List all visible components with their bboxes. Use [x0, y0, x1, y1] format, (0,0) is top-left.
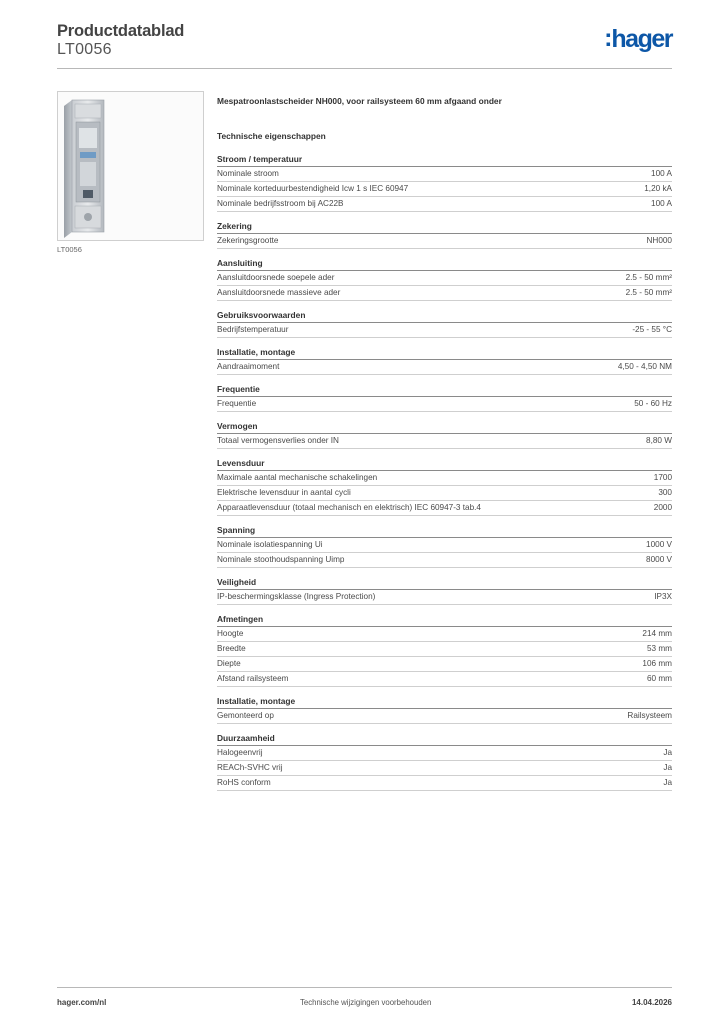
fuse-switch-disconnector-illustration	[58, 92, 203, 240]
spec-label: RoHS conform	[217, 778, 271, 787]
spec-row	[217, 167, 672, 182]
spec-section	[217, 347, 672, 375]
spec-value: 50 - 60 Hz	[634, 399, 672, 408]
spec-label: Aansluitdoorsnede soepele ader	[217, 273, 335, 282]
spec-row	[217, 642, 672, 657]
spec-row	[217, 627, 672, 642]
spec-row	[217, 501, 672, 516]
spec-label: Frequentie	[217, 399, 257, 408]
spec-row	[217, 538, 672, 553]
footer-notice: Technische wijzigingen voorbehouden	[300, 998, 432, 1007]
spec-value: 1700	[653, 473, 672, 482]
section-title: Aansluiting	[217, 258, 672, 271]
section-title: Zekering	[217, 221, 672, 234]
spec-section	[217, 258, 672, 301]
spec-row	[217, 360, 672, 375]
spec-row	[217, 776, 672, 791]
spec-value: 2.5 - 50 mm²	[625, 273, 672, 282]
spec-value: 106 mm	[642, 659, 672, 668]
spec-value: NH000	[646, 236, 672, 245]
footer-divider	[57, 987, 672, 988]
spec-label: Aandraaimoment	[217, 362, 280, 371]
header-divider	[57, 68, 672, 69]
spec-row	[217, 672, 672, 687]
product-description: Mespatroonlastscheider NH000, voor railsysteem 60 mm afgaand onder	[217, 96, 502, 106]
spec-label: Maximale aantal mechanische schakelingen	[217, 473, 378, 482]
spec-label: Gemonteerd op	[217, 711, 274, 720]
spec-value: 2.5 - 50 mm²	[625, 288, 672, 297]
spec-label: IP-beschermingsklasse (Ingress Protection)	[217, 592, 376, 601]
section-title: Gebruiksvoorwaarden	[217, 310, 672, 323]
spec-section	[217, 310, 672, 338]
spec-row	[217, 553, 672, 568]
image-caption: LT0056	[57, 245, 82, 254]
hager-logo-text: hager	[611, 25, 672, 53]
specification-content	[217, 96, 672, 800]
spec-row	[217, 434, 672, 449]
spec-row	[217, 471, 672, 486]
spec-label: Nominale stoothoudspanning Uimp	[217, 555, 345, 564]
footer-date: 14.04.2026	[631, 998, 672, 1007]
spec-value: 8,80 W	[646, 436, 672, 445]
spec-row	[217, 397, 672, 412]
spec-section	[217, 614, 672, 687]
section-title: Installatie, montage	[217, 347, 672, 360]
spec-value: 100 A	[651, 169, 672, 178]
spec-row	[217, 271, 672, 286]
spec-value: 1,20 kA	[644, 184, 672, 193]
spec-label: Apparaatlevensduur (totaal mechanisch en elektrisch) IEC 60947-3 tab.4	[217, 503, 481, 512]
spec-label: Elektrische levensduur in aantal cycli	[217, 488, 351, 497]
section-title: Levensduur	[217, 458, 672, 471]
spec-value: 2000	[653, 503, 672, 512]
spec-label: Afstand railsysteem	[217, 674, 289, 683]
spec-row	[217, 486, 672, 501]
spec-row	[217, 746, 672, 761]
spec-section	[217, 421, 672, 449]
spec-value: 1000 V	[646, 540, 672, 549]
spec-section	[217, 384, 672, 412]
footer-website: hager.com/nl	[57, 998, 107, 1007]
spec-value: Ja	[663, 763, 672, 772]
specification-sections	[217, 154, 672, 791]
spec-section	[217, 525, 672, 568]
hager-logo: :hager	[604, 24, 672, 53]
spec-row	[217, 323, 672, 338]
spec-row	[217, 761, 672, 776]
section-title: Duurzaamheid	[217, 733, 672, 746]
spec-label: Nominale bedrijfsstroom bij AC22B	[217, 199, 344, 208]
spec-label: Nominale korteduurbestendigheid Icw 1 s IEC 60947	[217, 184, 409, 193]
spec-value: 60 mm	[646, 674, 672, 683]
spec-label: Diepte	[217, 659, 241, 668]
spec-row	[217, 182, 672, 197]
spec-label: Breedte	[217, 644, 246, 653]
spec-label: Bedrijfstemperatuur	[217, 325, 289, 334]
page-header	[57, 22, 672, 68]
section-title: Veiligheid	[217, 577, 672, 590]
spec-label: Hoogte	[217, 629, 244, 638]
spec-row	[217, 590, 672, 605]
spec-section	[217, 221, 672, 249]
spec-value: 300	[658, 488, 672, 497]
product-image	[57, 91, 204, 241]
section-title: Afmetingen	[217, 614, 672, 627]
spec-row	[217, 234, 672, 249]
spec-section	[217, 733, 672, 791]
spec-label: Totaal vermogensverlies onder IN	[217, 436, 339, 445]
section-title: Spanning	[217, 525, 672, 538]
spec-label: Halogeenvrij	[217, 748, 263, 757]
spec-value: 100 A	[651, 199, 672, 208]
spec-label: Aansluitdoorsnede massieve ader	[217, 288, 341, 297]
spec-label: Nominale stroom	[217, 169, 279, 178]
section-title: Installatie, montage	[217, 696, 672, 709]
section-title: Stroom / temperatuur	[217, 154, 672, 167]
spec-value: 53 mm	[646, 644, 672, 653]
spec-value: Railsysteem	[627, 711, 672, 720]
spec-row	[217, 197, 672, 212]
spec-row	[217, 286, 672, 301]
spec-section	[217, 577, 672, 605]
spec-value: -25 - 55 °C	[632, 325, 672, 334]
spec-value: 8000 V	[646, 555, 672, 564]
spec-value: 4,50 - 4,50 NM	[617, 362, 672, 371]
spec-value: IP3X	[654, 592, 672, 601]
spec-section	[217, 696, 672, 724]
spec-section	[217, 154, 672, 212]
spec-label: Zekeringsgrootte	[217, 236, 279, 245]
spec-value: Ja	[663, 778, 672, 787]
spec-row	[217, 657, 672, 672]
document-title: Productdatablad	[57, 22, 185, 40]
spec-section	[217, 458, 672, 516]
spec-label: REACh-SVHC vrij	[217, 763, 283, 772]
spec-row	[217, 709, 672, 724]
spec-value: Ja	[663, 748, 672, 757]
section-title: Vermogen	[217, 421, 672, 434]
product-code: LT0056	[57, 41, 112, 58]
technical-properties-heading: Technische eigenschappen	[217, 131, 326, 141]
spec-label: Nominale isolatiespanning Ui	[217, 540, 323, 549]
spec-value: 214 mm	[642, 629, 672, 638]
section-title: Frequentie	[217, 384, 672, 397]
